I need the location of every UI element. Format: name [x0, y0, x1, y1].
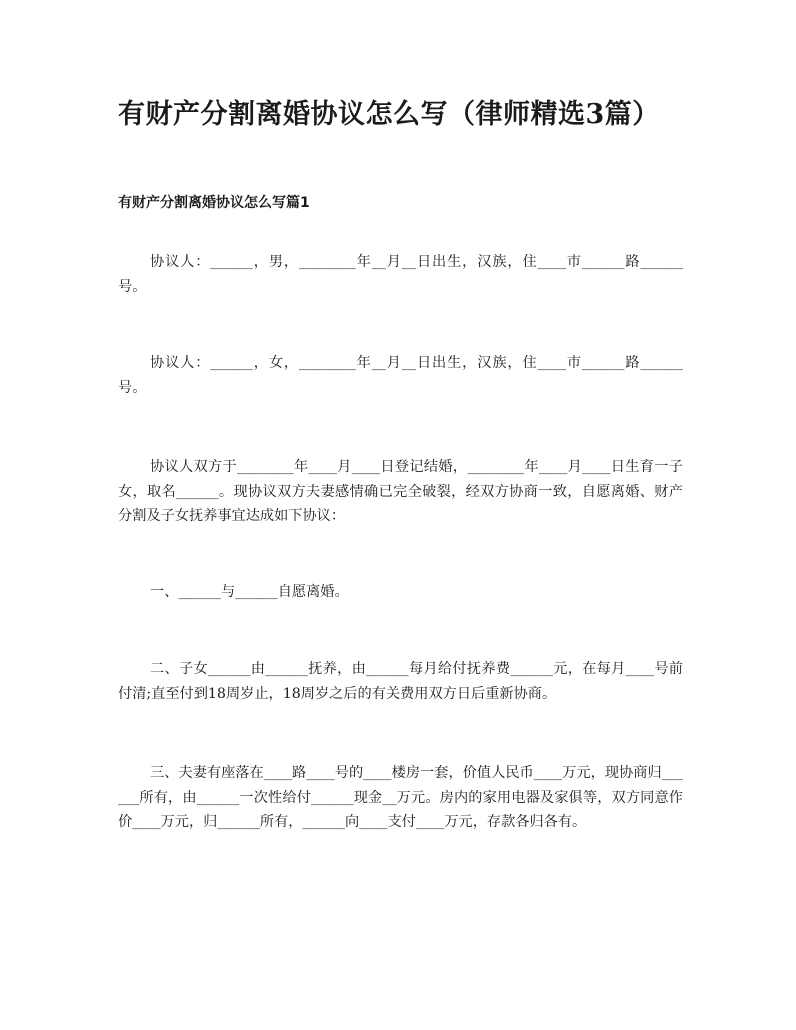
paragraph-marriage-info: 协议人双方于________年____月____日登记结婚，________年____月____日生育一子女，取名______。现协议双方夫妻感情确已完全破裂，经双方协商一致，自愿离婚、财产分割及子女抚养事宜达成如下协议：	[118, 459, 683, 524]
paragraph-party-male: 协议人：______，男，________年__月__日出生，汉族，住____市______路______号。	[118, 254, 683, 295]
section-heading: 有财产分割离婚协议怎么写篇1	[118, 195, 310, 211]
paragraph-clause-2: 二、子女______由______抚养，由______每月给付抚养费______元，在每月____号前付清;直至付到18周岁止，18周岁之后的有关费用双方日后重新协商。	[118, 661, 683, 702]
paragraph-clause-1: 一、______与______自愿离婚。	[150, 584, 349, 600]
document-title: 有财产分割离婚协议怎么写（律师精选3篇）	[118, 99, 660, 130]
paragraph-party-female: 协议人：______，女，________年__月__日出生，汉族，住____市______路______号。	[118, 355, 683, 396]
paragraph-clause-3: 三、夫妻有座落在____路____号的____楼房一套，价值人民币____万元，现协商归______所有，由______一次性给付______现金__万元。房内的家用电器及家俱等，双方同意作价____万元，归______所有，______向____支付____万元，存款各归各有。	[118, 765, 683, 830]
